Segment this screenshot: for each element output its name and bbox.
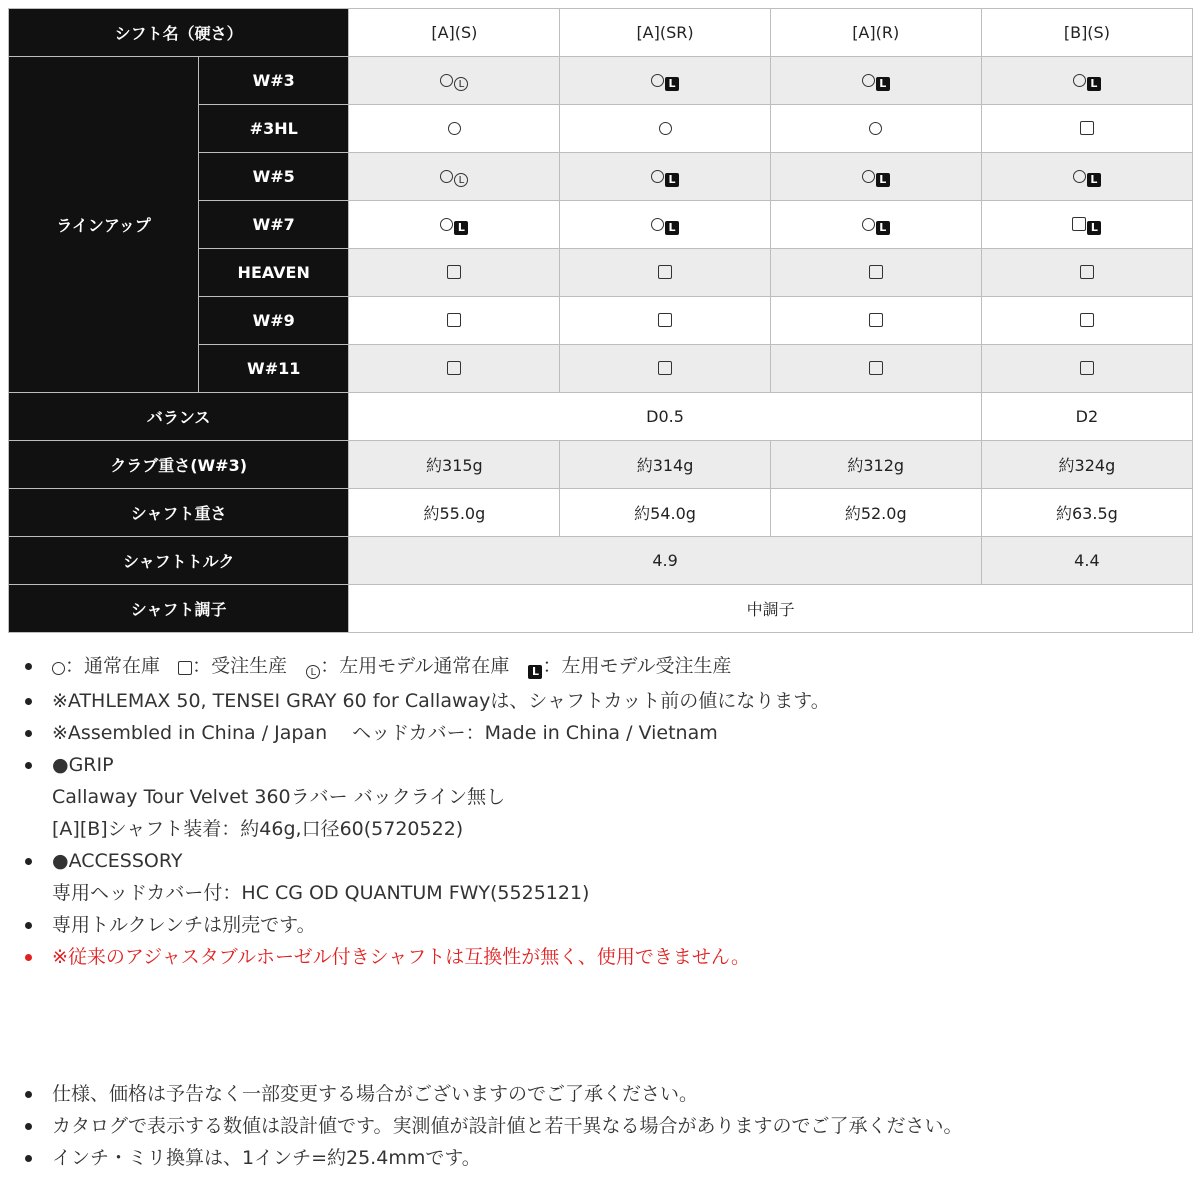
stock-cell — [349, 201, 560, 249]
shaft-weight-value: 約55.0g — [349, 489, 560, 537]
stock-cell — [349, 105, 560, 153]
square-icon — [658, 265, 672, 279]
legend-item — [20, 650, 1180, 685]
stock-cell — [560, 297, 770, 345]
model-name: W#7 — [199, 201, 349, 249]
accessory-line: 専用ヘッドカバー付：HC CG OD QUANTUM FWY(5525121) — [52, 882, 590, 904]
circle-icon — [440, 218, 453, 231]
square-icon — [869, 313, 883, 327]
stock-cell — [981, 345, 1192, 393]
stock-cell — [770, 153, 981, 201]
shaft-torque-value: 4.4 — [981, 537, 1192, 585]
shaft-kick-label: シャフト調子 — [9, 585, 349, 633]
model-name: W#9 — [199, 297, 349, 345]
l-box-icon: L — [1087, 221, 1101, 235]
shaft-torque-value: 4.9 — [349, 537, 982, 585]
square-icon — [658, 361, 672, 375]
stock-cell — [349, 153, 560, 201]
square-icon — [447, 361, 461, 375]
col-header: [A](S) — [349, 9, 560, 57]
l-box-icon: L — [876, 77, 890, 91]
legend-sq-text: ：受注生産 — [192, 655, 288, 677]
disclaimer-item: カタログで表示する数値は設計値です。実測値が設計値と若干異なる場合がありますのでご了承ください。 — [20, 1110, 1180, 1142]
shaft-weight-row — [9, 489, 1193, 537]
shaft-kick-row — [9, 585, 1193, 633]
stock-cell — [560, 345, 770, 393]
circle-icon — [862, 74, 875, 87]
model-name: HEAVEN — [199, 249, 349, 297]
stock-cell — [560, 57, 770, 105]
l-box-icon: L — [454, 221, 468, 235]
l-box-icon: L — [1087, 77, 1101, 91]
lineup-row — [9, 57, 1193, 105]
stock-cell — [981, 249, 1192, 297]
balance-row — [9, 393, 1193, 441]
balance-value: D0.5 — [349, 393, 982, 441]
model-name: W#11 — [199, 345, 349, 393]
notes-list — [20, 650, 1180, 973]
l-circle-icon: L — [454, 77, 468, 91]
stock-cell — [770, 297, 981, 345]
accessory-title: ●ACCESSORY — [52, 850, 183, 872]
shaft-torque-row — [9, 537, 1193, 585]
circle-icon — [1073, 170, 1086, 183]
l-box-icon: L — [876, 221, 890, 235]
square-icon — [447, 313, 461, 327]
header-label: シフト名（硬さ） — [9, 9, 349, 57]
stock-cell — [560, 153, 770, 201]
circle-icon — [869, 122, 882, 135]
circle-icon — [651, 218, 664, 231]
grip-item — [20, 749, 1180, 845]
square-icon — [1072, 217, 1086, 231]
disclaimer-list — [20, 1078, 1180, 1174]
shaft-weight-label: シャフト重さ — [9, 489, 349, 537]
table-header-row — [9, 9, 1193, 57]
square-icon — [178, 653, 192, 685]
stock-cell — [770, 201, 981, 249]
square-icon — [869, 361, 883, 375]
stock-cell — [770, 57, 981, 105]
square-icon — [1080, 265, 1094, 279]
circle-icon — [1073, 74, 1086, 87]
stock-cell — [349, 297, 560, 345]
stock-cell — [981, 57, 1192, 105]
circle-icon — [440, 74, 453, 87]
stock-cell — [981, 201, 1192, 249]
circle-icon — [651, 170, 664, 183]
l-circle-icon: L — [305, 653, 320, 685]
l-box-icon: L — [665, 221, 679, 235]
club-weight-value: 約314g — [560, 441, 770, 489]
circle-icon — [448, 122, 461, 135]
stock-cell — [770, 105, 981, 153]
l-box-icon: L — [1087, 173, 1101, 187]
model-name: #3HL — [199, 105, 349, 153]
legend-lcirc-text: ：左用モデル通常在庫 — [320, 655, 510, 677]
stock-cell — [981, 153, 1192, 201]
shaft-torque-label: シャフトトルク — [9, 537, 349, 585]
stock-cell — [770, 345, 981, 393]
shaft-weight-value: 約63.5g — [981, 489, 1192, 537]
club-weight-label: クラブ重さ(W#3) — [9, 441, 349, 489]
stock-cell — [981, 105, 1192, 153]
spec-table — [8, 8, 1193, 633]
circle-icon — [862, 218, 875, 231]
square-icon — [658, 313, 672, 327]
square-icon — [1080, 313, 1094, 327]
club-weight-row — [9, 441, 1193, 489]
legend-lbox-text: ：左用モデル受注生産 — [542, 655, 732, 677]
note-item: ※ATHLEMAX 50, TENSEI GRAY 60 for Callawayは、シャフトカット前の値になります。 — [20, 685, 1180, 717]
l-circle-icon: L — [454, 173, 468, 187]
square-icon — [447, 265, 461, 279]
club-weight-value: 約315g — [349, 441, 560, 489]
square-icon — [1080, 361, 1094, 375]
circle-icon — [651, 74, 664, 87]
col-header: [A](SR) — [560, 9, 770, 57]
l-box-icon: L — [527, 653, 542, 685]
circle-icon — [659, 122, 672, 135]
square-icon — [1080, 121, 1094, 135]
wrench-note: 専用トルクレンチは別売です。 — [20, 909, 1180, 941]
warning-note: ※従来のアジャスタブルホーゼル付きシャフトは互換性が無く、使用できません。 — [20, 941, 1180, 973]
stock-cell — [560, 105, 770, 153]
l-box-icon: L — [665, 173, 679, 187]
col-header: [B](S) — [981, 9, 1192, 57]
circle-icon — [440, 170, 453, 183]
balance-label: バランス — [9, 393, 349, 441]
disclaimer-item: 仕様、価格は予告なく一部変更する場合がございますのでご了承ください。 — [20, 1078, 1180, 1110]
stock-cell — [349, 249, 560, 297]
model-name: W#3 — [199, 57, 349, 105]
club-weight-value: 約324g — [981, 441, 1192, 489]
lineup-label: ラインアップ — [9, 57, 199, 393]
circle-icon — [52, 653, 65, 685]
stock-cell — [349, 345, 560, 393]
legend-circ-text: ：通常在庫 — [65, 655, 161, 677]
circle-icon — [862, 170, 875, 183]
note-item: ※Assembled in China / Japan ヘッドカバー：Made in China / Vietnam — [20, 717, 1180, 749]
shaft-weight-value: 約52.0g — [770, 489, 981, 537]
grip-line: [A][B]シャフト装着：約46g,口径60(5720522) — [52, 818, 464, 840]
shaft-weight-value: 約54.0g — [560, 489, 770, 537]
stock-cell — [770, 249, 981, 297]
col-header: [A](R) — [770, 9, 981, 57]
grip-line: Callaway Tour Velvet 360ラバー バックライン無し — [52, 786, 506, 808]
balance-value: D2 — [981, 393, 1192, 441]
club-weight-value: 約312g — [770, 441, 981, 489]
square-icon — [869, 265, 883, 279]
shaft-kick-value: 中調子 — [349, 585, 1193, 633]
stock-cell — [560, 201, 770, 249]
l-box-icon: L — [665, 77, 679, 91]
stock-cell — [560, 249, 770, 297]
stock-cell — [349, 57, 560, 105]
accessory-item — [20, 845, 1180, 909]
stock-cell — [981, 297, 1192, 345]
disclaimer-item: インチ・ミリ換算は、1インチ=約25.4mmです。 — [20, 1142, 1180, 1174]
grip-title: ●GRIP — [52, 754, 114, 776]
l-box-icon: L — [876, 173, 890, 187]
model-name: W#5 — [199, 153, 349, 201]
